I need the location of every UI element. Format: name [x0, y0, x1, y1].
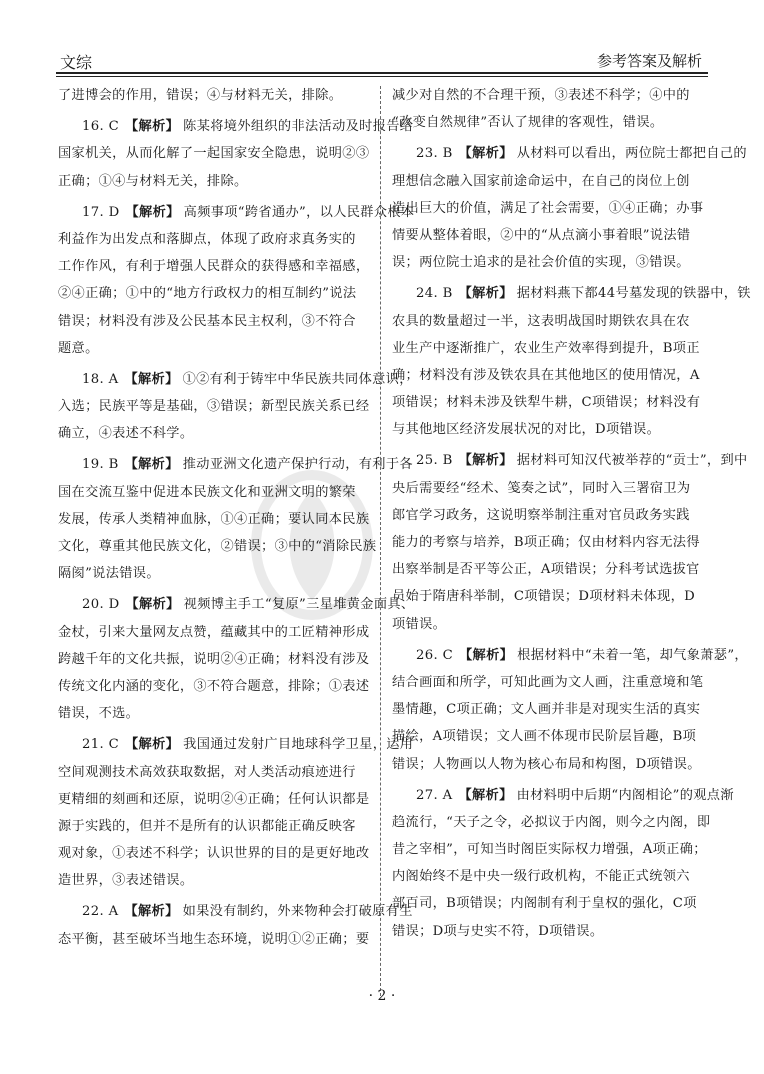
question-number: 16. C — [82, 119, 120, 135]
analysis-tag: 【解析】 — [124, 371, 179, 387]
line-text: ①②有利于铸牢中华民族共同体意识， — [182, 371, 413, 387]
line-text: 陈某将境外组织的非法活动及时报告给 — [183, 119, 414, 135]
analysis-tag: 【解析】 — [124, 904, 179, 920]
question-number: 25. B — [416, 453, 453, 469]
analysis-tag: 【解析】 — [458, 146, 513, 162]
line-text: 由材料明中后期“内阁相论”的观点渐 — [516, 787, 734, 803]
text-line: 发展，传承人类精神血脉，①④正确；要认同本民族 — [58, 511, 370, 527]
section-title: 参考答案及解析 — [596, 52, 702, 70]
text-line: 题意。 — [58, 340, 99, 356]
text-line: 部百司，B项错误；内阁制有利于皇权的强化，C项 — [392, 896, 697, 912]
question-number: 19. B — [82, 457, 119, 473]
text-line: 错误；材料没有涉及公民基本民主权利，③不符合 — [58, 313, 356, 329]
answer-start-line — [58, 731, 414, 758]
text-line: 趋流行，“天子之令，必拟议于内阁，则今之内阁，即 — [392, 814, 711, 830]
line-text: 从材料可以看出，两位院士都把自己的 — [516, 146, 747, 162]
text-line: 错误；D项与史实不符，D项错误。 — [392, 923, 604, 939]
text-line: 国家机关，从而化解了一起国家安全隐患，说明②③ — [58, 146, 370, 162]
line-text: 如果没有制约，外来物种会打破原有生 — [182, 904, 413, 920]
analysis-tag: 【解析】 — [458, 286, 513, 302]
text-line: 源于实践的，但并不是所有的认识都能正确反映客 — [58, 818, 356, 834]
column-divider — [380, 86, 381, 996]
text-line: 态平衡，甚至破坏当地生态环境，说明①②正确；要 — [58, 931, 370, 947]
text-line: 内阁始终不是中央一级行政机构，不能正式统领六 — [392, 869, 690, 885]
text-line: 造出巨大的价值，满足了社会需要，①④正确；办事 — [392, 200, 704, 216]
text-line: 了进博会的作用，错误；④与材料无关，排除。 — [58, 88, 343, 103]
text-line: 项错误。 — [392, 616, 447, 632]
text-line: 能力的考察与培养，B项正确；仅由材料内容无法得 — [392, 535, 700, 550]
text-line: 传统文化内涵的变化，③不符合题意，排除；①表述 — [58, 678, 370, 694]
answer-start-line — [58, 451, 413, 478]
question-number: 21. C — [82, 737, 120, 753]
text-line: 观对象，①表述不科学；认识世界的目的是更好地改 — [58, 846, 370, 862]
text-line: 工作作风，有利于增强人民群众的获得感和幸福感， — [58, 259, 370, 275]
question-number: 26. C — [416, 647, 454, 663]
text-line: 入选；民族平等是基础，③错误；新型民族关系已经 — [58, 399, 370, 415]
text-line: 理想信念融入国家前途命运中，在自己的岗位上创 — [392, 173, 690, 189]
left-column — [58, 82, 415, 953]
text-line: 出察举制是否平等公正，A项错误；分科考试选拔官 — [392, 562, 700, 578]
text-line: 正确；①④与材料无关，排除。 — [58, 173, 248, 189]
page-number: · 2 · — [368, 988, 396, 1004]
line-text: 推动亚洲文化遗产保护行动，有利于各 — [182, 457, 413, 473]
text-line: 跨越千年的文化共振，说明②④正确；材料没有涉及 — [58, 651, 370, 667]
header-rule-thin — [56, 76, 708, 77]
text-line: 文化，尊重其他民族文化，②错误；③中的“消除民族 — [58, 539, 377, 554]
line-text: 视频博主手工“复原”三星堆黄金面具、 — [183, 597, 415, 613]
text-line: 项错误；材料未涉及铁犁牛耕，C项错误；材料没有 — [392, 395, 701, 411]
text-line: 利益作为出发点和落脚点，体现了政府求真务实的 — [58, 231, 356, 247]
subject-title: 文综 — [60, 53, 93, 72]
text-line: 央后需要经“经术、笺奏之试”，同时入三署宿卫为 — [392, 480, 691, 496]
analysis-tag: 【解析】 — [125, 737, 180, 753]
text-line: 昔之宰相”，可知当时阁臣实际权力增强，A项正确； — [392, 842, 707, 858]
text-line: 墨情趣，C项正确；文人画并非是对现实生活的真实 — [392, 702, 701, 718]
text-line: 造世界，③表述错误。 — [58, 873, 194, 889]
text-line: 隔阂”说法错误。 — [58, 566, 160, 582]
text-line: 错误；人物画以人物为核心布局和构图，D项错误。 — [392, 756, 701, 772]
line-text: 我国通过发射广目地球科学卫星，运用 — [183, 737, 414, 753]
text-line: 误；两位院士追求的是社会价值的实现，③错误。 — [392, 255, 690, 271]
line-text: 高频事项“跨省通办”，以人民群众根本 — [183, 204, 415, 220]
text-line: 结合画面和所学，可知此画为文人画，注重意境和笔 — [392, 674, 704, 690]
analysis-tag: 【解析】 — [458, 787, 513, 803]
text-line: 减少对自然的不合理干预，③表述不科学；④中的 — [392, 88, 690, 103]
question-number: 17. D — [82, 204, 120, 220]
text-line: 错误，不选。 — [58, 706, 140, 722]
text-line: ②④正确；①中的“地方行政权力的相互制约”说法 — [58, 286, 357, 302]
text-line: 员始于隋唐科举制，C项错误；D项材料未体现，D — [392, 589, 696, 605]
question-number: 27. A — [416, 787, 453, 803]
question-number: 20. D — [82, 597, 120, 613]
answer-start-line — [58, 113, 414, 140]
analysis-tag: 【解析】 — [125, 597, 180, 613]
analysis-tag: 【解析】 — [125, 204, 180, 220]
analysis-tag: 【解析】 — [459, 647, 514, 663]
answer-start-line — [58, 199, 415, 226]
answer-start-line — [58, 366, 413, 393]
text-line: 空间观测技术高效获取数据，对人类活动痕迹进行 — [58, 764, 356, 780]
header-rule-thick — [56, 72, 708, 74]
text-line: “改变自然规律”否认了规律的客观性，错误。 — [392, 115, 664, 131]
text-line: 金杖，引来大量网友点赞，蕴藏其中的工匠精神形成 — [58, 624, 370, 640]
text-line: 农具的数量超过一半，这表明战国时期铁农具在农 — [392, 313, 690, 329]
line-text: 据材料燕下都44号墓发现的铁器中，铁 — [516, 286, 751, 302]
text-line: 描绘，A项错误；文人画不体现市民阶层旨趣，B项 — [392, 729, 697, 745]
text-line: 业生产中逐渐推广，农业生产效率得到提升，B项正 — [392, 340, 700, 356]
line-text: 根据材料中“未着一笔，却气象萧瑟”， — [517, 647, 748, 663]
question-number: 24. B — [416, 286, 453, 302]
page-header — [56, 44, 708, 72]
answer-start-line — [392, 447, 748, 474]
text-line: 确；材料没有涉及铁农具在其他地区的使用情况，A — [392, 367, 700, 383]
line-text: 据材料可知汉代被举荐的“贡士”，到中 — [516, 453, 748, 469]
analysis-tag: 【解析】 — [458, 453, 513, 469]
question-number: 18. A — [82, 371, 119, 387]
text-line: 郎官学习政务，这说明察举制注重对官员政务实践 — [392, 507, 690, 523]
right-column — [392, 82, 751, 945]
question-number: 23. B — [416, 146, 453, 162]
answer-start-line — [392, 642, 748, 669]
analysis-tag: 【解析】 — [125, 119, 180, 135]
text-line: 情要从整体着眼，②中的“从点滴小事着眼”说法错 — [392, 227, 691, 243]
analysis-tag: 【解析】 — [124, 457, 179, 473]
text-line: 更精细的刻画和还原，说明②④正确；任何认识都是 — [58, 791, 370, 807]
answer-start-line — [58, 898, 413, 925]
answer-start-line — [392, 140, 747, 167]
answer-start-line — [58, 591, 415, 618]
question-number: 22. A — [82, 904, 119, 920]
text-line: 与其他地区经济发展状况的对比，D项错误。 — [392, 422, 661, 438]
text-line: 国在交流互鉴中促进本民族文化和亚洲文明的繁荣 — [58, 484, 356, 500]
answer-start-line — [392, 782, 734, 809]
answer-start-line — [392, 280, 751, 307]
text-line: 确立，④表述不科学。 — [58, 426, 194, 442]
